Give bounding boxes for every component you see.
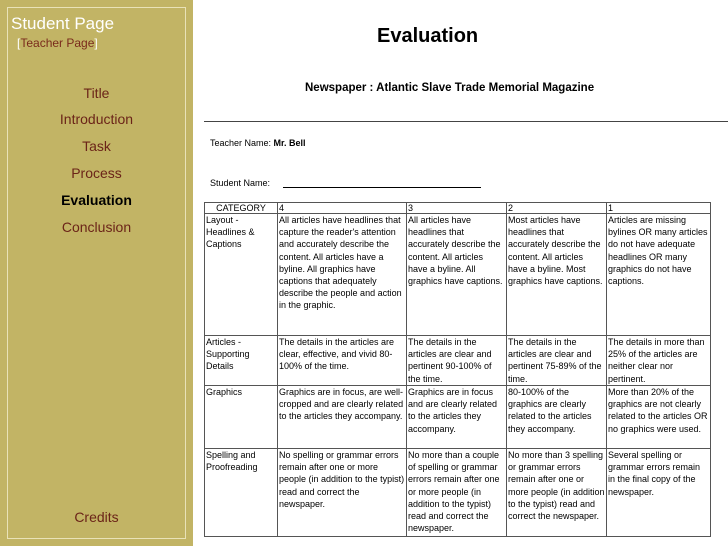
- cell-score-4: No spelling or grammar errors remain after one or more people (in addition to the typist) read and correct the newspaper.: [278, 449, 407, 537]
- cell-score-2: 80-100% of the graphics are clearly related to the articles they accompany.: [507, 386, 607, 449]
- teacher-name-label: Teacher Name:: [210, 138, 274, 148]
- table-row: [205, 214, 711, 336]
- cell-score-1: The details in more than 25% of the articles are neither clear nor pertinent.: [607, 336, 711, 386]
- cell-score-2: No more than 3 spelling or grammar errors remain after one or more people (in addition to the typist) read and correct the newspaper.: [507, 449, 607, 537]
- rubric-table: [204, 202, 711, 537]
- header-score-3: 3: [407, 203, 507, 214]
- cell-score-3: The details in the articles are clear and pertinent 90-100% of the time.: [407, 336, 507, 386]
- page-subtitle: Newspaper : Atlantic Slave Trade Memorial Magazine: [305, 82, 595, 94]
- row-category: Layout - Headlines & Captions: [205, 214, 278, 336]
- nav-conclusion[interactable]: Conclusion: [61, 219, 132, 235]
- sidebar: [0, 0, 193, 546]
- teacher-page-link[interactable]: Teacher Page: [20, 36, 95, 50]
- nav-process[interactable]: Process: [71, 165, 122, 181]
- divider: [204, 121, 728, 122]
- cell-score-1: More than 20% of the graphics are not clearly related to the articles OR no graphics were used.: [607, 386, 711, 449]
- nav-credits[interactable]: Credits: [74, 509, 119, 525]
- bracket-open: [: [17, 36, 21, 50]
- cell-score-1: Articles are missing bylines OR many articles do not have adequate headlines OR many graphics do not have captions.: [607, 214, 711, 336]
- cell-score-2: The details in the articles are clear and pertinent 75-89% of the time.: [507, 336, 607, 386]
- header-category: CATEGORY: [205, 203, 278, 214]
- cell-score-3: No more than a couple of spelling or grammar errors remain after one or more people (in addition to the typist) read and correct the newspaper.: [407, 449, 507, 537]
- student-name-label: Student Name:: [210, 178, 271, 188]
- teacher-name: [210, 138, 306, 148]
- nav-task[interactable]: Task: [82, 138, 111, 154]
- cell-score-4: All articles have headlines that capture the reader's attention and accurately describe the content. All articles have a byline. All graphics have captions that adequately describe the people and action in the graphic.: [278, 214, 407, 336]
- student-page-title: Student Page: [11, 14, 115, 33]
- table-row: [205, 386, 711, 449]
- nav-introduction[interactable]: Introduction: [59, 111, 134, 127]
- row-category: Spelling and Proofreading: [205, 449, 278, 537]
- page-title: Evaluation: [377, 25, 479, 47]
- row-category: Articles - Supporting Details: [205, 336, 278, 386]
- table-row: [205, 449, 711, 537]
- nav-evaluation[interactable]: Evaluation: [61, 192, 132, 208]
- header-score-4: 4: [278, 203, 407, 214]
- table-row: [205, 336, 711, 386]
- bracket-close: ]: [94, 36, 98, 50]
- header-score-2: 2: [507, 203, 607, 214]
- header-score-1: 1: [607, 203, 711, 214]
- cell-score-4: The details in the articles are clear, effective, and vivid 80-100% of the time.: [278, 336, 407, 386]
- row-category: Graphics: [205, 386, 278, 449]
- cell-score-2: Most articles have headlines that accurately describe the content. All articles have a byline. Most graphics have captions.: [507, 214, 607, 336]
- cell-score-3: Graphics are in focus and are clearly related to the articles they accompany.: [407, 386, 507, 449]
- cell-score-1: Several spelling or grammar errors remain in the final copy of the newspaper.: [607, 449, 711, 537]
- student-name-blank: [283, 187, 481, 188]
- rubric-header-row: [205, 203, 711, 214]
- nav-title[interactable]: Title: [83, 85, 110, 101]
- teacher-page-switch: [17, 36, 98, 50]
- teacher-name-value: Mr. Bell: [273, 138, 306, 148]
- cell-score-4: Graphics are in focus, are well-cropped and are clearly related to the articles they accompany.: [278, 386, 407, 449]
- cell-score-3: All articles have headlines that accurately describe the content. All articles have a byline. All graphics have captions.: [407, 214, 507, 336]
